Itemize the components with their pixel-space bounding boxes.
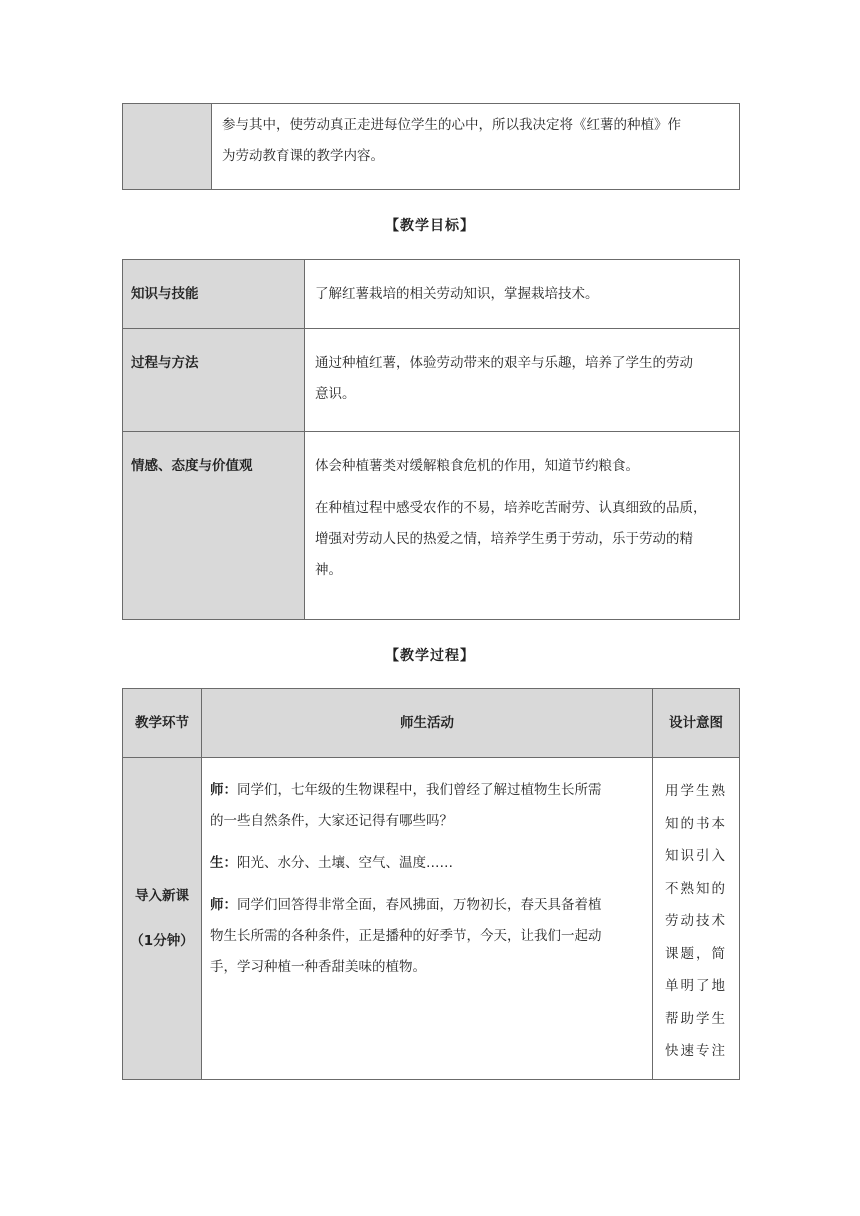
intent-line-7: 单明了地 [665,978,727,994]
intro-line-1: 参与其中，使劳动真正走进每位学生的心中，所以我决定将《红薯的种植》作 [222,117,681,133]
activity-teacher-line-1: 师：同学们，七年级的生物课程中，我们曾经了解过植物生长所需 [210,782,602,798]
objective-attitude-line-1: 在种植过程中感受农作的不易，培养吃苦耐劳、认真细致的品质， [315,500,707,516]
activity-teacher2-line-1: 师：同学们回答得非常全面，春风拂面，万物初长，春天具备着植 [210,897,602,913]
objectives-heading: 【教学目标】 [385,218,475,234]
objective-text-attitude [305,432,740,620]
objective-process-line-1: 通过种植红薯，体验劳动带来的艰辛与乐趣，培养了学生的劳动 [315,355,693,371]
process-header-activity: 师生活动 [202,689,653,758]
process-table [122,688,740,1080]
objective-attitude-line-2: 增强对劳动人民的热爱之情，培养学生勇于劳动，乐于劳动的精 [315,531,693,547]
objective-label-attitude: 情感、态度与价值观 [123,432,305,620]
student-speaker: 生： [210,855,237,871]
objective-process-line-2: 意识。 [315,386,356,402]
intro-text-cell [212,104,740,190]
objective-text-knowledge [305,260,740,329]
intent-line-5: 劳动技术 [665,913,727,929]
objectives-table [122,259,740,620]
teacher-speaker-1: 师： [210,782,237,798]
activity-teacher-line-2: 的一些自然条件，大家还记得有哪些吗？ [210,813,453,829]
intent-line-6: 课题，简 [665,945,727,962]
intro-line-2: 为劳动教育课的教学内容。 [222,148,384,164]
intro-table [122,103,740,190]
intent-line-4: 不熟知的 [665,880,727,897]
process-activity-cell [202,758,653,1080]
process-intent-cell [653,758,740,1080]
objective-attitude-para-1: 体会种植薯类对缓解粮食危机的作用，知道节约粮食。 [315,458,639,474]
objective-attitude-line-3: 神。 [315,562,342,578]
process-header-stage: 教学环节 [123,689,202,758]
intent-line-3: 知识引入 [665,848,727,864]
intent-line-9: 快速专注 [665,1043,727,1059]
teacher-speaker-2: 师： [210,897,237,913]
intent-line-1: 用学生熟 [665,783,727,799]
stage-name: 导入新课 [135,887,189,904]
stage-time: （1分钟） [130,932,194,949]
process-header-intent: 设计意图 [653,689,740,758]
objective-label-process: 过程与方法 [123,329,305,432]
activity-teacher2-line-3: 手，学习种植一种香甜美味的植物。 [210,959,426,975]
intent-line-8: 帮助学生 [665,1010,727,1027]
activity-student-line: 生：阳光、水分、土壤、空气、温度…… [210,855,453,871]
activity-teacher2-line-2: 物生长所需的各种条件，正是播种的好季节，今天，让我们一起动 [210,928,602,944]
process-stage-cell [123,758,202,1080]
intent-line-2: 知的书本 [665,815,727,832]
objective-label-knowledge: 知识与技能 [123,260,305,329]
objective-knowledge-line: 了解红薯栽培的相关劳动知识，掌握栽培技术。 [315,286,599,302]
intro-label-cell [123,104,212,190]
objective-text-process [305,329,740,432]
process-heading: 【教学过程】 [385,648,475,664]
